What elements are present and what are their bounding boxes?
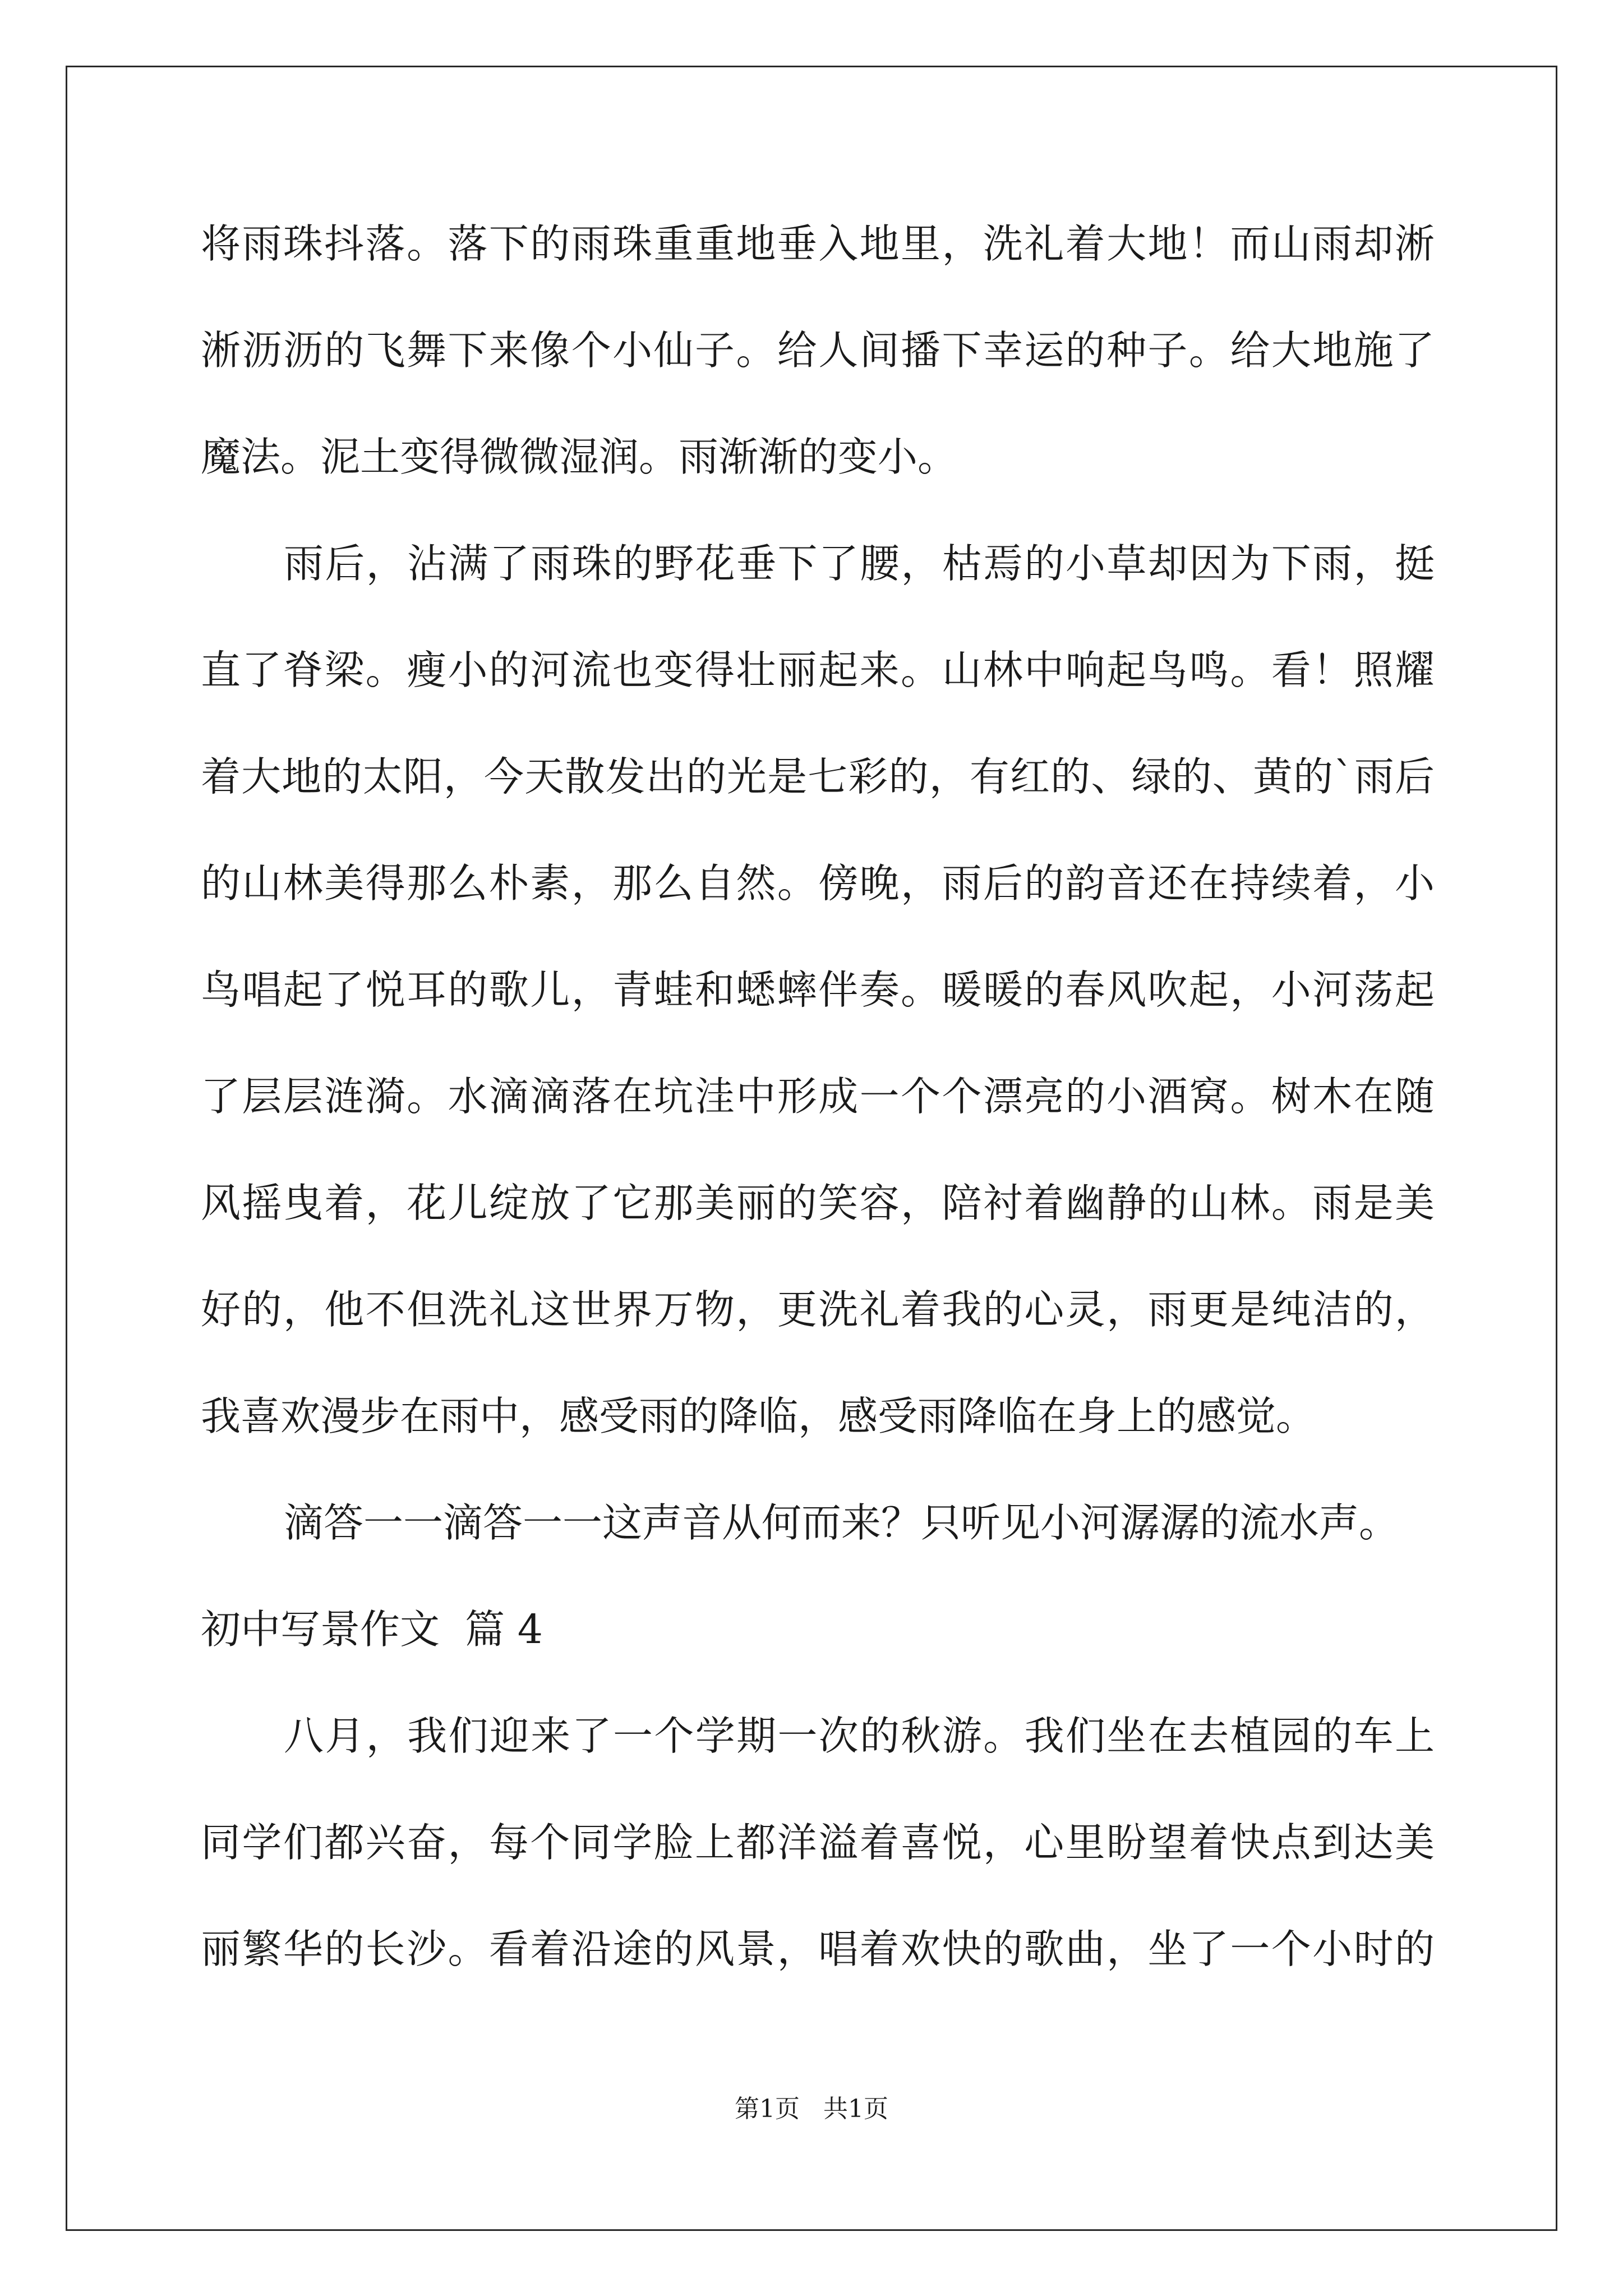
text-line: 将雨珠抖落。落下的雨珠重重地垂入地里，洗礼着大地！而山雨却淅 [201,220,1435,267]
text-line: 了层层涟漪。水滴滴落在坑洼中形成一个个漂亮的小酒窝。树木在随 [201,1073,1435,1120]
text-line: 同学们都兴奋，每个同学脸上都洋溢着喜悦，心里盼望着快点到达美 [201,1819,1435,1866]
text-line: 淅沥沥的飞舞下来像个小仙子。给人间播下幸运的种子。给大地施了 [201,327,1435,374]
text-line: 魔法。泥土变得微微湿润。雨渐渐的变小。 [201,434,958,480]
document-body [201,210,1435,2022]
text-line: 直了脊梁。瘦小的河流也变得壮丽起来。山林中响起鸟鸣。看！照耀 [201,647,1435,693]
section-heading: 初中写景作文 篇 4 [201,1606,543,1653]
paragraph-start-line: 滴答一一滴答一一这声音从何而来？只听见小河潺潺的流水声。 [284,1499,1399,1546]
text-line: 的山林美得那么朴素，那么自然。傍晚，雨后的韵音还在持续着，小 [201,860,1435,907]
paragraph-start-line: 雨后，沾满了雨珠的野花垂下了腰，枯焉的小草却因为下雨，挺 [284,540,1435,587]
text-line: 风摇曳着，花儿绽放了它那美丽的笑容，陪衬着幽静的山林。雨是美 [201,1180,1435,1226]
paragraph-start-line: 八月，我们迎来了一个学期一次的秋游。我们坐在去植园的车上 [284,1713,1435,1759]
text-line: 我喜欢漫步在雨中，感受雨的降临，感受雨降临在身上的感觉。 [201,1393,1316,1439]
text-line: 好的，他不但洗礼这世界万物，更洗礼着我的心灵，雨更是纯洁的， [201,1286,1435,1333]
text-line: 鸟唱起了悦耳的歌儿，青蛙和蟋蟀伴奏。暖暖的春风吹起，小河荡起 [201,967,1435,1013]
text-line: 着大地的太阳，今天散发出的光是七彩的，有红的、绿的、黄的`雨后 [201,753,1435,800]
page-footer: 第1页 共1页 [735,2095,888,2123]
text-line: 丽繁华的长沙。看着沿途的风景，唱着欢快的歌曲，坐了一个小时的 [201,1926,1435,1972]
